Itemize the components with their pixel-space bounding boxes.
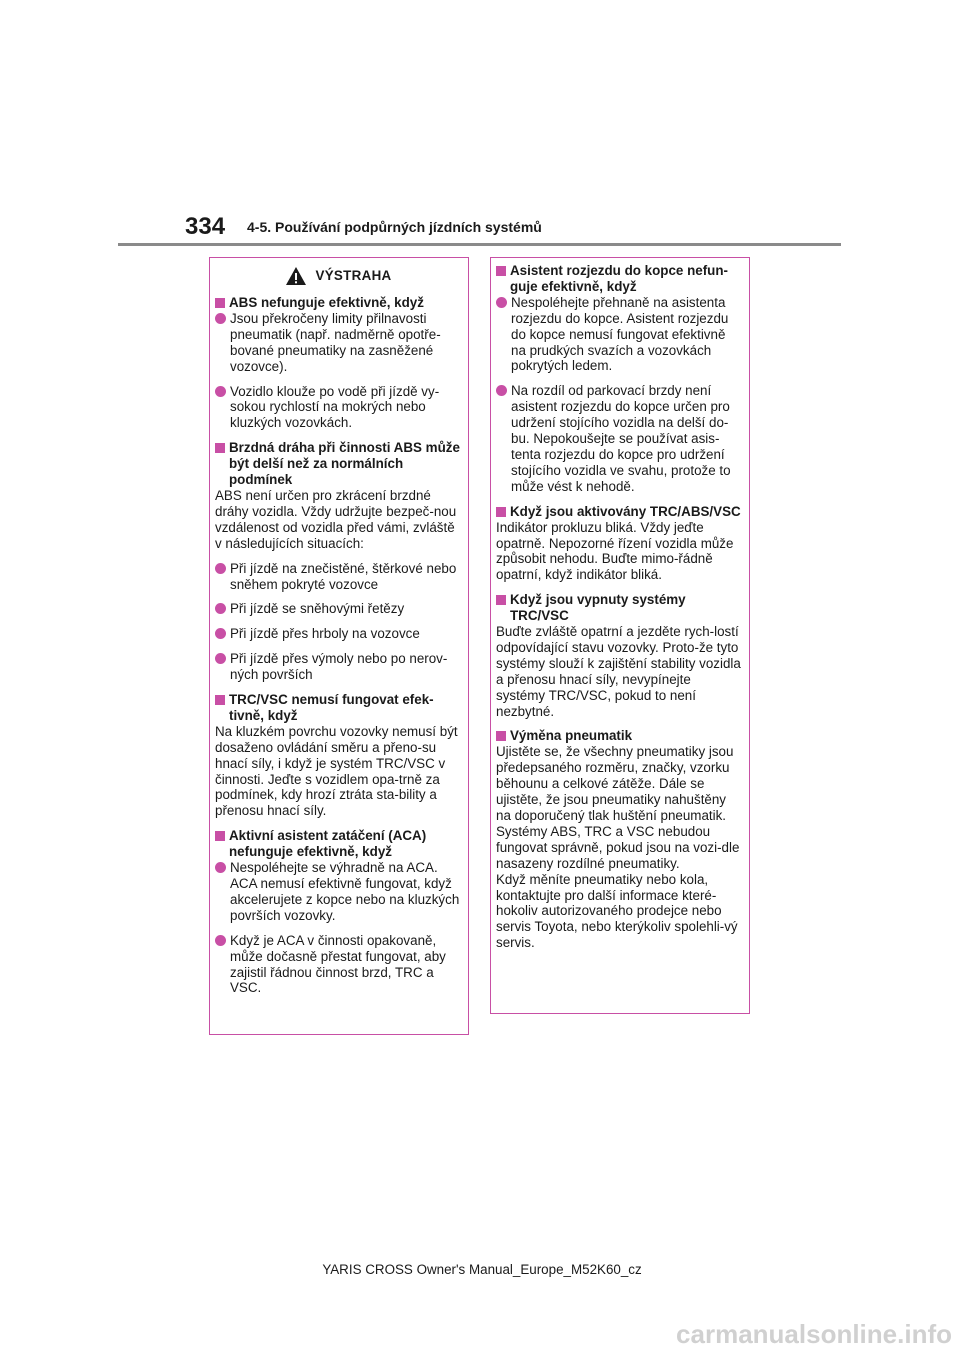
page-number: 334 [185, 213, 226, 240]
paragraph: Na kluzkém povrchu vozovky nemusí být dosaženo ovládání směru a přeno-su hnací síly, i když je systém TRC/VSC v činnosti. Jeďte s vozidlem opa-trně za podmínek, kdy hrozí ztráta sta-bility a přenosu hnací síly. [215, 723, 458, 819]
section-heading [215, 440, 462, 488]
bullet-text: Nespoléhejte se výhradně na ACA. ACA nemusí efektivně fungovat, když akcelerujete z kopce nebo na kluzkých površích vozovky. [230, 860, 460, 923]
bullet-item [215, 626, 462, 642]
circle-bullet-icon [215, 935, 226, 946]
section-heading [215, 295, 462, 311]
circle-bullet-icon [215, 862, 226, 873]
warning-header [214, 263, 463, 289]
heading-text: Brzdná dráha při činnosti ABS může být delší než za normálních podmínek [229, 440, 460, 488]
bullet-text: Vozidlo klouže po vodě při jízdě vy-sokou rychlostí na mokrých nebo kluzkých vozovkách. [230, 383, 440, 431]
bullet-text: Při jízdě na znečistěné, štěrkové nebo sněhem pokryté vozovce [230, 560, 457, 592]
bullet-item [215, 384, 462, 432]
paragraph: Buďte zvláště opatrní a jezděte rych-lostí odpovídající stavu vozovky. Proto-že tyto systémy slouží k zajištění stability vozidla a přenosu hnací síly, nevypínejte systémy TRC/VSC, pokud to není nezbytné. [496, 624, 741, 719]
heading-text: Výměna pneumatik [510, 728, 633, 744]
bullet-text: Jsou překročeny limity přilnavosti pneumatik (např. nadměrně opotře-bované pneumatiky na zasněžené vozovce). [230, 310, 441, 374]
heading-text: Když jsou vypnuty systémy TRC/VSC [510, 592, 686, 624]
heading-text: TRC/VSC nemusí fungovat efek-tivně, když [229, 692, 434, 723]
heading-text: Když jsou aktivovány TRC/ABS/VSC [510, 503, 741, 519]
info-box [490, 257, 750, 1014]
section-title: 4-5. Používání podpůrných jízdních systémů [247, 219, 542, 235]
bullet-text: Při jízdě přes hrboly na vozovce [230, 626, 420, 642]
heading-text: ABS nefunguje efektivně, když [229, 295, 424, 310]
bullet-text: Nespoléhejte přehnaně na asistenta rozjezdu do kopce. Asistent rozjezdu do kopce nemusí fungovat efektivně na prudkých svazích a vozovkách pokrytých ledem. [511, 294, 729, 374]
bullet-item [215, 651, 462, 683]
section-heading [496, 728, 743, 744]
circle-bullet-icon [215, 386, 226, 397]
circle-bullet-icon [215, 313, 226, 324]
bullet-text: Na rozdíl od parkovací brzdy není asistent rozjezdu do kopce určen pro udržení stojícího vozidla na delší do-bu. Nepokoušejte se používat asis-tenta rozjezdu do kopce pro udržení stojícího vozidla ve svahu, protože to může vést k nehodě. [511, 383, 731, 494]
section-heading [496, 592, 743, 624]
bullet-item [215, 561, 462, 593]
header-rule [118, 243, 841, 246]
section-heading [496, 504, 743, 520]
bullet-item [215, 933, 462, 997]
circle-bullet-icon [215, 603, 226, 614]
bullet-item [496, 383, 743, 494]
circle-bullet-icon [215, 563, 226, 574]
section-heading [496, 263, 743, 295]
square-bullet-icon [496, 266, 506, 276]
section-heading [215, 692, 462, 724]
bullet-item [215, 860, 462, 924]
watermark: carmanualsonline.info [676, 1319, 952, 1349]
circle-bullet-icon [496, 297, 507, 308]
right-content [496, 263, 743, 951]
bullet-text: Při jízdě přes výmoly nebo po nerov-ných površích [230, 651, 448, 683]
circle-bullet-icon [215, 653, 226, 664]
circle-bullet-icon [496, 385, 507, 396]
square-bullet-icon [215, 443, 225, 453]
square-bullet-icon [496, 507, 506, 517]
bullet-text: Při jízdě se sněhovými řetězy [230, 601, 405, 617]
square-bullet-icon [215, 831, 225, 841]
square-bullet-icon [496, 595, 506, 605]
section-heading [215, 828, 462, 860]
square-bullet-icon [215, 695, 225, 705]
square-bullet-icon [215, 298, 225, 308]
bullet-text: Když je ACA v činnosti opakovaně, může dočasně přestat fungovat, aby zajistil řádnou činnost brzd, TRC a VSC. [230, 932, 446, 996]
warning-title: VÝSTRAHA [315, 268, 392, 284]
left-content [215, 295, 462, 996]
warning-triangle-icon [285, 266, 307, 286]
bullet-item [215, 311, 462, 375]
footer-text: YARIS CROSS Owner's Manual_Europe_M52K60_cz [322, 1262, 642, 1277]
circle-bullet-icon [215, 628, 226, 639]
paragraph: Indikátor prokluzu bliká. Vždy jeďte opatrně. Nepozorné řízení vozidla může způsobit nehodu. Buďte mimo-řádně opatrní, když indikátor bliká. [496, 519, 734, 583]
paragraph: Ujistěte se, že všechny pneumatiky jsou předepsaného rozměru, značky, vzorku běhounu a celkové zátěže. Dále se ujistěte, že jsou pneumatiky nahuštěny na doporučený tlak huštění pneumatik. Systémy ABS, TRC a VSC nebudou fungovat správně, pokud jsou na vozi-dle nasazeny rozdílné pneumatiky. Když měníte pneumatiky nebo kola, kontaktujte pro další informace které-hokoliv autorizovaného prodejce nebo servis Toyota, nebo kterýkoliv spolehli-vý servis. [496, 744, 740, 951]
heading-text: Aktivní asistent zatáčení (ACA) nefunguje efektivně, když [229, 828, 427, 860]
bullet-item [215, 601, 462, 617]
bullet-item [496, 295, 743, 375]
square-bullet-icon [496, 731, 506, 741]
warning-box [209, 257, 469, 1035]
heading-text: Asistent rozjezdu do kopce nefun-guje efektivně, když [510, 263, 728, 294]
paragraph: ABS není určen pro zkrácení brzdné dráhy vozidla. Vždy udržujte bezpeč-nou vzdálenost od vozidla před vámi, zvláště v následujících situacích: [215, 487, 457, 551]
